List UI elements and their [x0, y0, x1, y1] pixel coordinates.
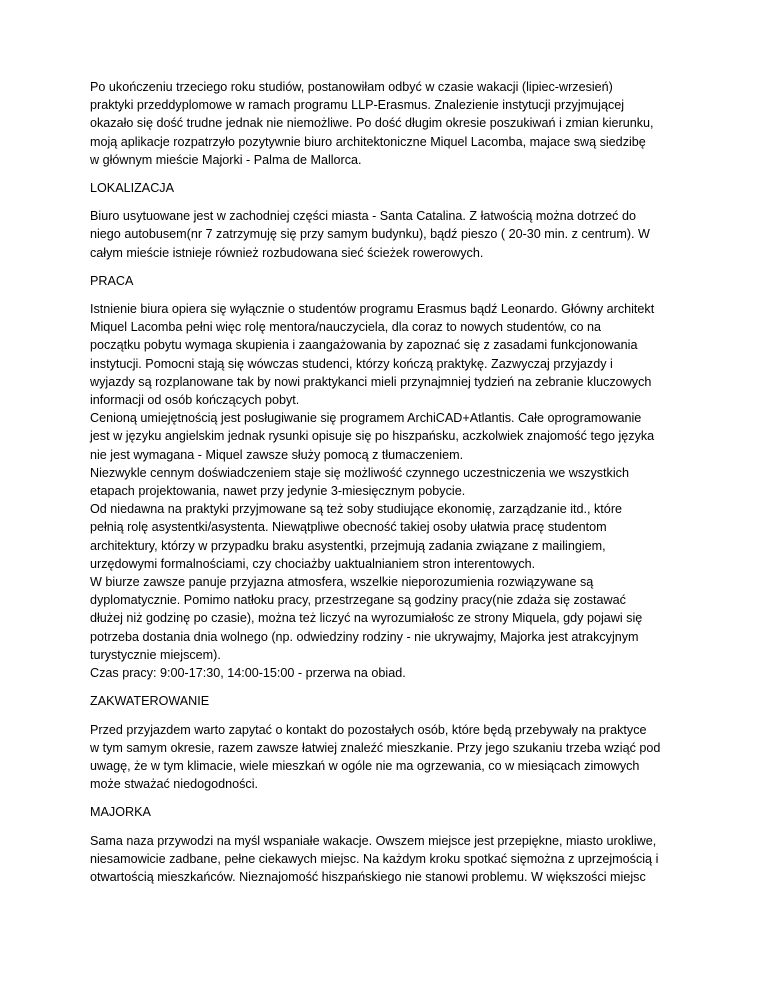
section-heading-lokalizacja: LOKALIZACJA [90, 181, 174, 196]
text-line: Sama naza przywodzi na myśl wspaniałe wakacje. Owszem miejsce jest przepiękne, miasto urokliwe, [90, 833, 657, 848]
text-line: Cenioną umiejętnością jest posługiwanie się programem ArchiCAD+Atlantis. Całe oprogramowanie [90, 411, 642, 426]
intro-paragraph [90, 78, 690, 169]
text-line: dyplomatycznie. Pomimo natłoku pracy, przestrzegane są godziny pracy(nie zdaża się zostawać [90, 593, 626, 608]
text-line: całym mieście istnieje również rozbudowana sieć ścieżek rowerowych. [90, 245, 484, 260]
text-line: informacji od osób kończących pobyt. [90, 393, 300, 408]
text-line: architektury, którzy w przypadku braku asystentki, przejmują zadania związane z mailingiem, [90, 538, 606, 553]
text-line: instytucji. Pomocni stają się wówczas studenci, którzy kończą praktykę. Zazwyczaj przyjazdy i [90, 356, 613, 371]
text-line: Istnienie biura opiera się wyłącznie o studentów programu Erasmus bądź Leonardo. Główny architekt [90, 302, 655, 317]
text-line: praktyki przeddyplomowe w ramach programu LLP-Erasmus. Znalezienie instytucji przyjmującej [90, 98, 625, 113]
text-line: w tym samym okresie, razem zawsze łatwiej znaleźć mieszkanie. Przy jego szukaniu trzeba wziąć pod [90, 740, 661, 755]
text-line: turystycznie miejscem). [90, 647, 221, 662]
text-line: niesamowicie zadbane, pełne ciekawych miejsc. Na każdym kroku spotkać sięmożna z uprzejmością i [90, 851, 659, 866]
text-line: urzędowymi formalnościami, czy chociażby uaktualnianiem stron interentowych. [90, 556, 536, 571]
zakwaterowanie-paragraph [90, 721, 690, 794]
text-line: Biuro usytuowane jest w zachodniej części miasta - Santa Catalina. Z łatwością można dotrzeć do [90, 209, 636, 224]
section-heading-zakwaterowanie: ZAKWATEROWANIE [90, 694, 210, 709]
text-line: niego autobusem(nr 7 zatrzymuję się przy samym budynku), bądź pieszo ( 20-30 min. z centrum). W [90, 227, 650, 242]
majorka-paragraph [90, 832, 690, 887]
text-line: uwagę, że w tym klimacie, wiele mieszkań w ogóle nie ma ogrzewania, co w miesiącach zimowych [90, 758, 640, 773]
text-line: pełnią rolę asystentki/asystenta. Niewątpliwe obecność takiej osoby ułatwia pracę studentom [90, 520, 607, 535]
text-line: dłużej niż godzinę po czasie), można też liczyć na wyrozumiałośc ze strony Miquela, gdy pojawi się [90, 611, 643, 626]
section-heading-praca: PRACA [90, 273, 134, 288]
text-line: Od niedawna na praktyki przyjmowane są też soby studiujące ekonomię, zarządzanie itd., które [90, 502, 623, 517]
text-line: potrzeba dostania dnia wolnego (np. odwiedziny rodziny - nie ukrywajmy, Majorka jest atrakcyjnym [90, 629, 639, 644]
text-line: okazało się dość trudne jednak nie niemożliwe. Po dość długim okresie poszukiwań i zmian kierunku, [90, 116, 654, 131]
lokalizacja-paragraph [90, 207, 690, 262]
text-line: nie jest wymagana - Miquel zawsze służy pomocą z tłumaczeniem. [90, 447, 464, 462]
document-page [90, 78, 690, 896]
text-line: Przed przyjazdem warto zapytać o kontakt do pozostałych osób, które będą przebywały na praktyce [90, 722, 647, 737]
text-line: moją aplikacje rozpatrzyło pozytywnie biuro architektoniczne Miquel Lacomba, majace swą siedzibę [90, 134, 646, 149]
text-line: Po ukończeniu trzeciego roku studiów, postanowiłam odbyć w czasie wakacji (lipiec-wrzesień) [90, 80, 613, 94]
text-line: jest w języku angielskim jednak rysunki opisuje się po hiszpańsku, aczkolwiek znajomość tego języka [90, 429, 655, 444]
text-line: otwartością mieszkańców. Nieznajomość hiszpańskiego nie stanowi problemu. W większości miejsc [90, 869, 646, 884]
text-line: Miquel Lacomba pełni więc rolę mentora/nauczyciela, dla coraz to nowych studentów, co na [90, 320, 602, 335]
text-line: W biurze zawsze panuje przyjazna atmosfera, wszelkie nieporozumienia rozwiązywane są [90, 575, 594, 590]
text-line: Niezwykle cennym doświadczeniem staje się możliwość czynnego uczestniczenia we wszystkich [90, 465, 629, 480]
text-line: może stważać niedogodności. [90, 777, 259, 792]
text-line: wyjazdy są rozplanowane tak by nowi praktykanci mieli przynajmniej tydzień na zebranie kluczowych [90, 374, 652, 389]
text-line: początku pobytu wymaga skupienia i zaangażowania by zapoznać się z zasadami funkcjonowania [90, 338, 638, 353]
text-line: w głównym mieście Majorki - Palma de Mallorca. [90, 152, 362, 167]
section-heading-majorka: MAJORKA [90, 805, 151, 820]
praca-paragraph [90, 300, 690, 682]
text-line: Czas pracy: 9:00-17:30, 14:00-15:00 - przerwa na obiad. [90, 666, 406, 681]
text-line: etapach projektowania, nawet przy jedynie 3-miesięcznym pobycie. [90, 484, 466, 499]
